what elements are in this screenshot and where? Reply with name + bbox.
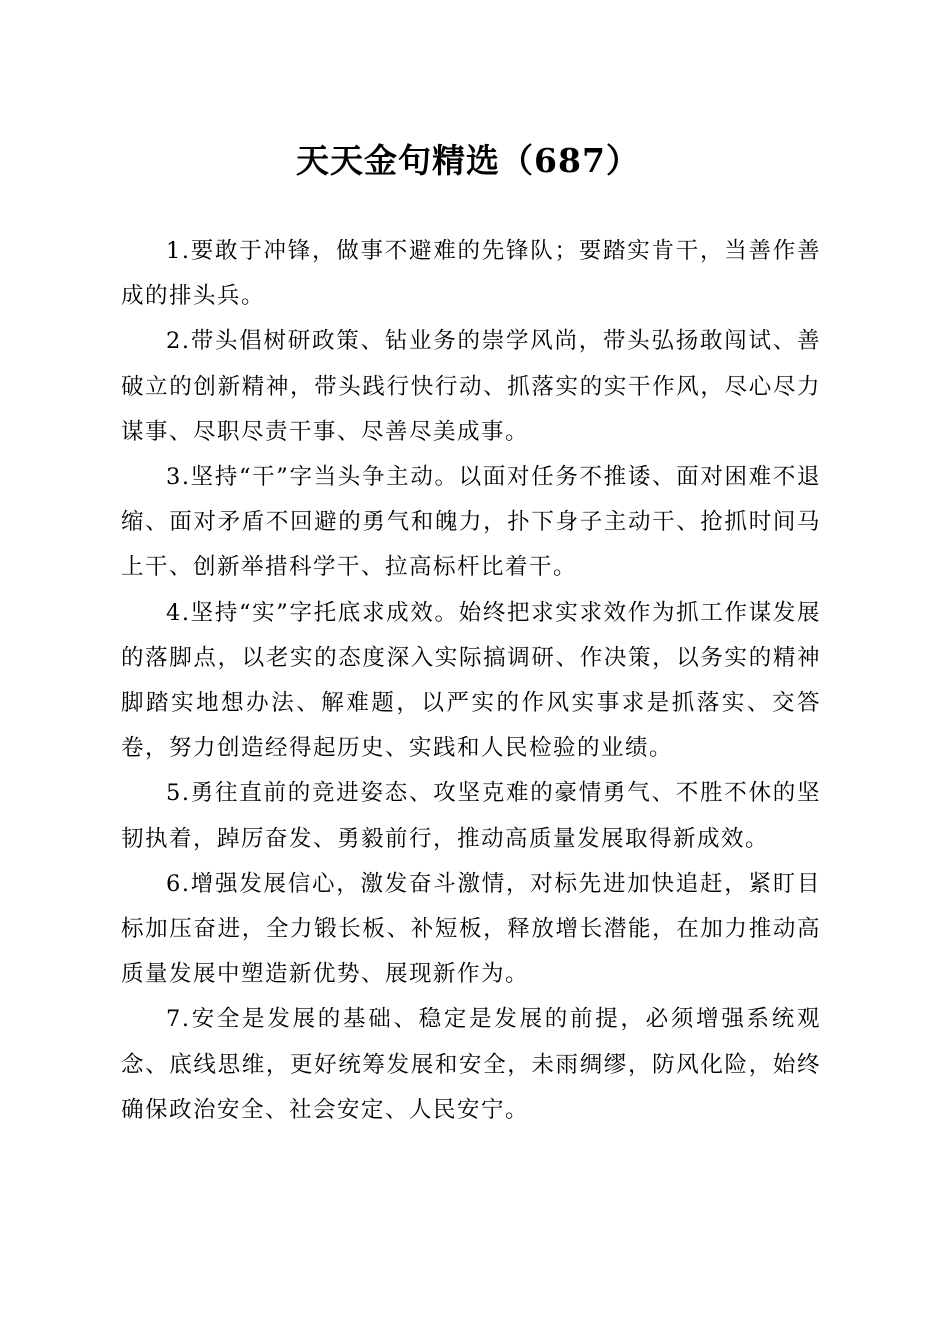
- paragraph-5: 5.勇往直前的竞进姿态、攻坚克难的豪情勇气、不胜不休的坚韧执着，踔厉奋发、勇毅前行，推动高质量发展取得新成效。: [121, 780, 821, 852]
- paragraph-2: 2.带头倡树研政策、钻业务的崇学风尚，带头弘扬敢闯试、善破立的创新精神，带头践行快行动、抓落实的实干作风，尽心尽力谋事、尽职尽责干事、尽善尽美成事。: [121, 328, 821, 445]
- document-title: 天天金句精选（687）: [296, 141, 640, 180]
- paragraph-7: 7.安全是发展的基础、稳定是发展的前提，必须增强系统观念、底线思维，更好统筹发展和安全，未雨绸缪，防风化险，始终确保政治安全、社会安定、人民安宁。: [121, 1006, 821, 1123]
- paragraph-1: 1.要敢于冲锋，做事不避难的先锋队；要踏实肯干，当善作善成的排头兵。: [121, 238, 821, 310]
- document-body: [121, 229, 821, 1133]
- paragraph-6: 6.增强发展信心，激发奋斗激情，对标先进加快追赶，紧盯目标加压奋进，全力锻长板、补短板，释放增长潜能，在加力推动高质量发展中塑造新优势、展现新作为。: [121, 870, 821, 988]
- paragraph-4: 4.坚持“实”字托底求成效。始终把求实求效作为抓工作谋发展的落脚点，以老实的态度深入实际搞调研、作决策，以务实的精神脚踏实地想办法、解难题，以严实的作风实事求是抓落实、交答卷，努力创造经得起历史、实践和人民检验的业绩。: [121, 599, 821, 762]
- paragraph-3: 3.坚持“干”字当头争主动。以面对任务不推诿、面对困难不退缩、面对矛盾不回避的勇气和魄力，扑下身子主动干、抢抓时间马上干、创新举措科学干、拉高标杆比着干。: [121, 464, 821, 581]
